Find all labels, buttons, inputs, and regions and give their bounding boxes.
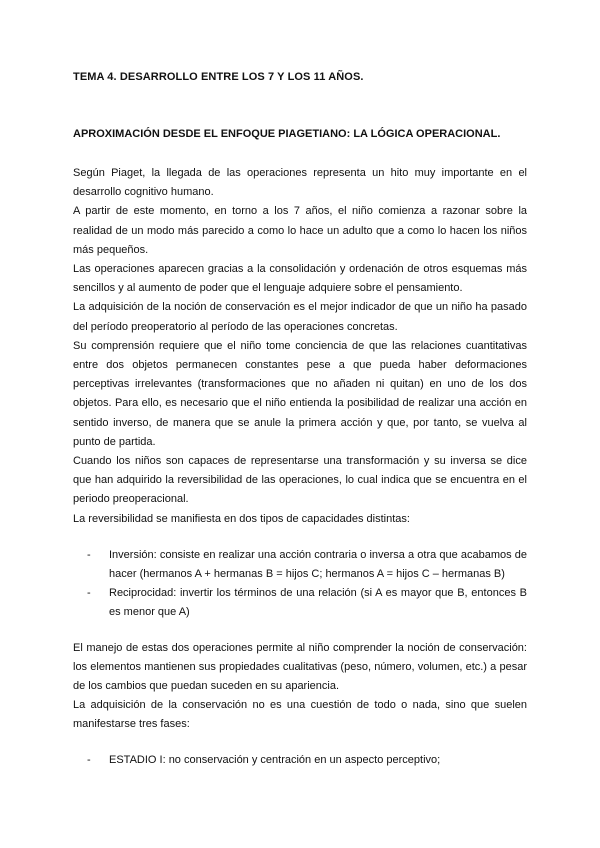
paragraph: Su comprensión requiere que el niño tome conciencia de que las relaciones cuantitativas entre dos objetos permanecen constantes pese a que pueda haber deformaciones perceptivas irrelevantes (transformaciones que no añaden ni quitan) en uno de los dos objetos. Para ello, es necesario que el niño entienda la posibilidad de realizar una acción en sentido inverso, de manera que se anule la primera acción y que, por tanto, se vuelva al punto de partida. [73,339,527,448]
paragraph: Las operaciones aparecen gracias a la consolidación y ordenación de otros esquemas más sencillos y al aumento de poder que el lenguaje adquiere sobre el pensamiento. [73,263,527,295]
phases-list [73,751,527,770]
bullet-dash: - [87,753,91,766]
paragraph: El manejo de estas dos operaciones permite al niño comprender la noción de conservación: los elementos mantienen sus propiedades cualitativas (peso, número, volumen, etc.) a pesar de los cambios que puedan suceden en su apariencia. [73,641,527,693]
list-item-text: ESTADIO I: no conservación y centración en un aspecto perceptivo; [109,753,441,766]
reversibility-list [73,546,527,623]
paragraph: Según Piaget, la llegada de las operaciones representa un hito muy importante en el desarrollo cognitivo humano. [73,167,527,199]
section-heading: APROXIMACIÓN DESDE EL ENFOQUE PIAGETIANO: LA LÓGICA OPERACIONAL. [73,128,501,140]
bullet-dash: - [87,587,91,600]
document-body [73,164,527,770]
paragraph: La adquisición de la noción de conservación es el mejor indicador de que un niño ha pasado del período preoperatorio al período de las operaciones concretas. [73,301,527,333]
list-item-text: Inversión: consiste en realizar una acción contraria o inversa a otra que acabamos de hacer (hermanos A + hermanas B = hijos C; hermanos A = hijos C – hermanas B) [109,548,527,581]
paragraph: A partir de este momento, en torno a los 7 años, el niño comienza a razonar sobre la realidad de un modo más parecido a como lo hace un adulto que a como lo hacen los niños más pequeños. [73,205,527,256]
list-item [73,546,527,584]
document-title: TEMA 4. DESARROLLO ENTRE LOS 7 Y LOS 11 AÑOS. [73,71,364,83]
list-item [73,751,527,770]
bullet-dash: - [87,548,91,561]
list-item [73,584,527,622]
paragraph: La adquisición de la conservación no es una cuestión de todo o nada, sino que suelen manifestarse tres fases: [73,699,527,731]
paragraph: La reversibilidad se manifiesta en dos tipos de capacidades distintas: [73,512,410,525]
paragraph: Cuando los niños son capaces de representarse una transformación y su inversa se dice que han adquirido la reversibilidad de las operaciones, lo cual indica que se encuentra en el periodo preoperacional. [73,455,527,506]
list-item-text: Reciprocidad: invertir los términos de una relación (si A es mayor que B, entonces B es menor que A) [109,587,527,619]
